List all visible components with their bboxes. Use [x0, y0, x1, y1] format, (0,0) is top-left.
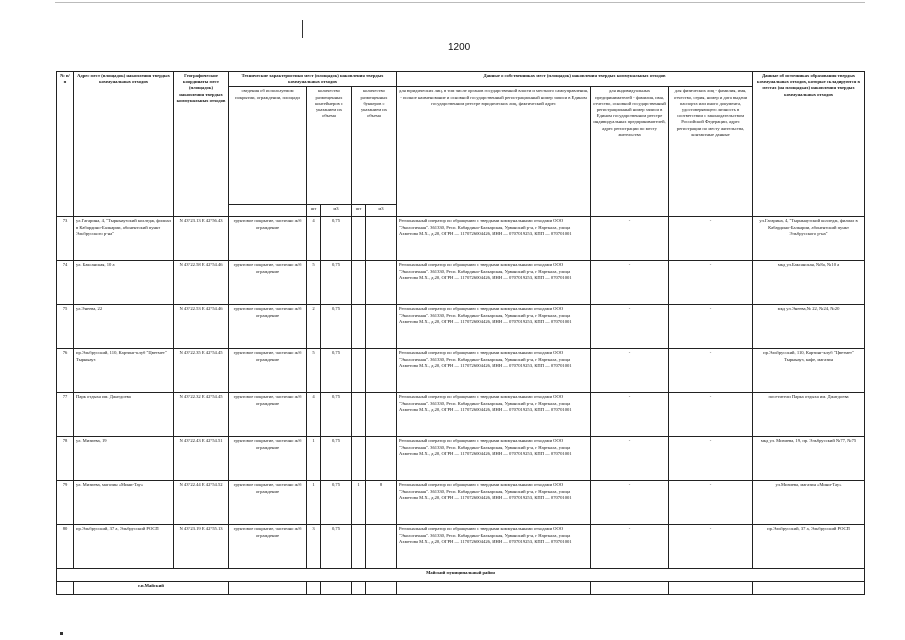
row-container-count: 5 [307, 349, 321, 393]
row-address: ул. Баксанская, 10 а [74, 261, 174, 305]
row-container-count: 4 [307, 217, 321, 261]
row-legal-owner: Региональный оператор по обращению с твердыми коммунальными отходами ООО "Экологичная". 361330, Респ. Кабардино-Балкарская, Урванский р-н, г Нарткала, улица Ахметова М.Х., д.20, ОГРН — 1170726004426, ИНН — 0707019253, КПП — 070701001 [397, 525, 591, 569]
row-container-volume: 0,75 [321, 349, 352, 393]
row-phys-owner: - [669, 481, 753, 525]
row-container-count: 2 [307, 305, 321, 349]
settlement-cell [753, 582, 865, 595]
row-num: 79 [57, 481, 74, 525]
settlement-blank [57, 582, 74, 595]
table-row [57, 437, 865, 481]
header-sources: Данные об источниках образования твердых коммунальных отходов, которые складируются в местах (на площадках) накопления твердых коммунальных отходов [753, 72, 865, 217]
row-bunker-volume [366, 349, 397, 393]
row-legal-owner: Региональный оператор по обращению с твердыми коммунальными отходами ООО "Экологичная". 361330, Респ. Кабардино-Балкарская, Урванский р-н, г Нарткала, улица Ахметова М.Х., д.20, ОГРН — 1170726004426, ИНН — 0707019253, КПП — 070701001 [397, 393, 591, 437]
row-phys-owner: - [669, 217, 753, 261]
row-source: посетители Парка отдыха им. Джатдоева [753, 393, 865, 437]
row-bunker-volume: 8 [366, 481, 397, 525]
row-container-count: 5 [307, 261, 321, 305]
row-ip-owner: - [591, 437, 669, 481]
row-phys-owner: - [669, 525, 753, 569]
header-unit-pcs-2: шт [352, 205, 366, 217]
row-num: 76 [57, 349, 74, 393]
row-num: 77 [57, 393, 74, 437]
row-coverage: грунтовое покрытие, частично ж/б ограждение [229, 261, 307, 305]
header-phys: для физических лиц - фамилия, имя, отчество, серия, номер и дата выдачи паспорта или иного документа, удостоверяющего личность в соответствии с законодательством Российской Федерации, адрес регистрации по месту жительства, контактные данные [669, 87, 753, 217]
row-container-volume: 0,75 [321, 437, 352, 481]
section-row [57, 569, 865, 582]
row-container-volume: 0,75 [321, 217, 352, 261]
row-bunker-count [352, 393, 366, 437]
row-coverage: грунтовое покрытие, частично ж/б ограждение [229, 217, 307, 261]
row-bunker-count [352, 305, 366, 349]
row-ip-owner: - [591, 393, 669, 437]
row-ip-owner: - [591, 217, 669, 261]
row-coverage: грунтовое покрытие, частично ж/б ограждение [229, 305, 307, 349]
row-source: мкд ул. Мизиева, 19, пр. Эльбрусский №77, №75 [753, 437, 865, 481]
row-source: ул.Мизиева, магазин «Мини-Тау» [753, 481, 865, 525]
row-coverage: грунтовое покрытие, частично ж/б ограждение [229, 481, 307, 525]
row-address: Парк отдыха им. Джатдоева [74, 393, 174, 437]
row-container-count: 3 [307, 525, 321, 569]
row-ip-owner: - [591, 525, 669, 569]
row-container-volume: 0,75 [321, 525, 352, 569]
header-ip: для индивидуальных предпринимателей - фамилия, имя, отчество, основной государственный регистрационный номер записи в Едином государственном реестре индивидуальных предпринимателей, адрес регистрации по месту жительства [591, 87, 669, 217]
row-legal-owner: Региональный оператор по обращению с твердыми коммунальными отходами ООО "Экологичная". 361330, Респ. Кабардино-Балкарская, Урванский р-н, г Нарткала, улица Ахметова М.Х., д.20, ОГРН — 1170726004426, ИНН — 0707019253, КПП — 070701001 [397, 481, 591, 525]
header-legal: для юридических лиц, в том числе органов государственной власти и местного самоуправления, - полное наименование и основной государственный регистрационный номер записи в Едином государственном реестре юридических лиц, фактический адрес [397, 87, 591, 217]
settlement-name: г.п.Майский [74, 582, 229, 595]
row-phys-owner: - [669, 437, 753, 481]
header-containers: количество размещенных контейнеров с указанием их объема [307, 87, 352, 205]
row-ip-owner: - [591, 481, 669, 525]
row-address: ул.Гагарина, 4, "Тырныаузский колледж, филиал в Кабардино-Балкарии, абонентский пункт Эльбрусского р-на" [74, 217, 174, 261]
row-container-volume: 0,75 [321, 305, 352, 349]
row-container-volume: 0,75 [321, 393, 352, 437]
row-num: 80 [57, 525, 74, 569]
row-bunker-volume [366, 305, 397, 349]
row-container-volume: 0,75 [321, 481, 352, 525]
row-num: 75 [57, 305, 74, 349]
row-num: 78 [57, 437, 74, 481]
row-coverage: грунтовое покрытие, частично ж/б ограждение [229, 393, 307, 437]
settlement-cell [397, 582, 591, 595]
row-ip-owner: - [591, 261, 669, 305]
header-row-1 [57, 72, 865, 87]
header-coverage: сведения об используемом покрытии, ограждении, площади [229, 87, 307, 205]
header-unit-pcs: шт [307, 205, 321, 217]
row-bunker-count [352, 217, 366, 261]
row-bunker-count [352, 525, 366, 569]
row-bunker-volume [366, 261, 397, 305]
header-unit-m3: м3 [321, 205, 352, 217]
settlement-cell [307, 582, 321, 595]
row-ip-owner: - [591, 349, 669, 393]
row-container-volume: 0,75 [321, 261, 352, 305]
header-unit-m3-2: м3 [366, 205, 397, 217]
row-num: 73 [57, 217, 74, 261]
row-container-count: 1 [307, 481, 321, 525]
row-num: 74 [57, 261, 74, 305]
row-source: мкд ул.Баксанская, №8а, №10 а [753, 261, 865, 305]
row-container-count: 1 [307, 437, 321, 481]
section-title: Майский муниципальный район [57, 569, 865, 582]
row-address: пр.Эльбрусский, 110, Картинг-клуб "Цветмет" Тырныауз [74, 349, 174, 393]
table-row [57, 261, 865, 305]
page-number: 1200 [448, 42, 471, 53]
header-tech: Технические характеристики мест (площадок) накопления твердых коммунальных отходов [229, 72, 397, 87]
settlement-cell [366, 582, 397, 595]
table-row [57, 525, 865, 569]
table-row [57, 481, 865, 525]
row-coords: N 43°22.43 E 42°54.51 [174, 437, 229, 481]
row-legal-owner: Региональный оператор по обращению с твердыми коммунальными отходами ООО "Экологичная". 361330, Респ. Кабардино-Балкарская, Урванский р-н, г Нарткала, улица Ахметова М.Х., д.20, ОГРН — 1170726004426, ИНН — 0707019253, КПП — 070701001 [397, 349, 591, 393]
row-source: пр.Эльбрусский, 37 а, Эльбрусский РОСП [753, 525, 865, 569]
row-bunker-count [352, 261, 366, 305]
fold-mark [302, 20, 303, 38]
settlement-cell [321, 582, 352, 595]
row-coverage: грунтовое покрытие, частично ж/б ограждение [229, 525, 307, 569]
settlement-cell [229, 582, 307, 595]
row-bunker-count: 1 [352, 481, 366, 525]
row-source: мкд ул.Энеева,№ 22, №24, №20 [753, 305, 865, 349]
row-coords: N 43°23.13 E 42°56.43 [174, 217, 229, 261]
row-coords: N 43°23.19 E 42°55.13 [174, 525, 229, 569]
header-units-blank [229, 205, 307, 217]
table-row [57, 349, 865, 393]
row-legal-owner: Региональный оператор по обращению с твердыми коммунальными отходами ООО "Экологичная". 361330, Респ. Кабардино-Балкарская, Урванский р-н, г Нарткала, улица Ахметова М.Х., д.20, ОГРН — 1170726004426, ИНН — 0707019253, КПП — 070701001 [397, 217, 591, 261]
row-bunker-volume [366, 217, 397, 261]
header-bunkers: количество размещенных бункеров с указанием их объема [352, 87, 397, 205]
row-coords: N 43°22.58 E 42°54.46 [174, 261, 229, 305]
row-ip-owner: - [591, 305, 669, 349]
row-coverage: грунтовое покрытие, частично ж/б ограждение [229, 437, 307, 481]
header-address: Адрес мест (площадок) накопления твердых коммунальных отходов [74, 72, 174, 217]
row-coords: N 43°22.35 E 42°54.45 [174, 349, 229, 393]
row-address: ул. Мизиева, магазин «Мини-Тау» [74, 481, 174, 525]
table-row [57, 393, 865, 437]
row-container-count: 4 [307, 393, 321, 437]
row-source: ул.Гагарина, 4, "Тырныаузский колледж, филиал в Кабардино-Балкарии, абонентский пункт Эльбрусского р-на" [753, 217, 865, 261]
row-legal-owner: Региональный оператор по обращению с твердыми коммунальными отходами ООО "Экологичная". 361330, Респ. Кабардино-Балкарская, Урванский р-н, г Нарткала, улица Ахметова М.Х., д.20, ОГРН — 1170726004426, ИНН — 0707019253, КПП — 070701001 [397, 305, 591, 349]
row-legal-owner: Региональный оператор по обращению с твердыми коммунальными отходами ООО "Экологичная". 361330, Респ. Кабардино-Балкарская, Урванский р-н, г Нарткала, улица Ахметова М.Х., д.20, ОГРН — 1170726004426, ИНН — 0707019253, КПП — 070701001 [397, 437, 591, 481]
top-rule [55, 2, 865, 3]
row-address: ул.Энеева, 22 [74, 305, 174, 349]
row-coords: N 43°22.53 E 42°54.46 [174, 305, 229, 349]
row-legal-owner: Региональный оператор по обращению с твердыми коммунальными отходами ООО "Экологичная". 361330, Респ. Кабардино-Балкарская, Урванский р-н, г Нарткала, улица Ахметова М.Х., д.20, ОГРН — 1170726004426, ИНН — 0707019253, КПП — 070701001 [397, 261, 591, 305]
row-phys-owner: - [669, 349, 753, 393]
row-address: ул. Мизиева, 19 [74, 437, 174, 481]
settlement-row [57, 582, 865, 595]
row-bunker-volume [366, 437, 397, 481]
row-bunker-count [352, 349, 366, 393]
table-row [57, 305, 865, 349]
settlement-cell [669, 582, 753, 595]
row-phys-owner: - [669, 305, 753, 349]
header-coords: Географические координаты мест (площадок) накопления твердых коммунальных отходов [174, 72, 229, 217]
row-bunker-count [352, 437, 366, 481]
header-owner: Данные о собственниках мест (площадок) накопления твердых коммунальных отходов [397, 72, 753, 87]
registry-table [56, 71, 865, 595]
row-bunker-volume [366, 525, 397, 569]
header-num: № п/п [57, 72, 74, 217]
row-phys-owner: - [669, 393, 753, 437]
row-coverage: грунтовое покрытие, частично ж/б ограждение [229, 349, 307, 393]
row-bunker-volume [366, 393, 397, 437]
settlement-cell [591, 582, 669, 595]
scan-speck [60, 632, 63, 635]
row-coords: N 43°22.32 E 42°54.45 [174, 393, 229, 437]
row-coords: N 43°22.44 E 42°54.52 [174, 481, 229, 525]
row-phys-owner: - [669, 261, 753, 305]
settlement-cell [352, 582, 366, 595]
row-address: пр.Эльбрусский, 37 а, Эльбрусский РОСП [74, 525, 174, 569]
row-source: пр.Эльбрусский, 110, Картинг-клуб "Цветмет" Тырныауз, кафе, магазин [753, 349, 865, 393]
table-row [57, 217, 865, 261]
